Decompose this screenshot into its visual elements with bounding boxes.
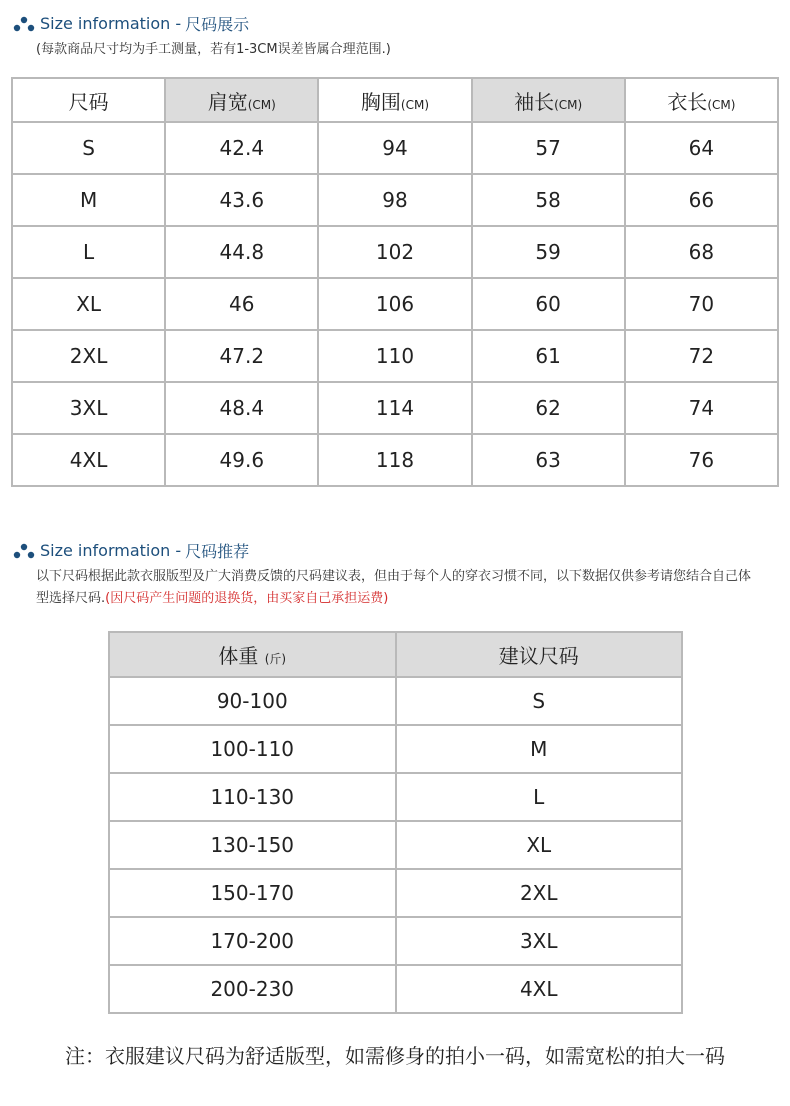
recommend-note-warning: (因尺码产生问题的退换货，由买家自己承担运费) xyxy=(105,591,389,606)
cell-length: 74 xyxy=(625,382,778,434)
table-row xyxy=(12,122,778,174)
table-row xyxy=(109,965,682,1013)
section-title-en: Size information - xyxy=(40,541,182,560)
header-size: 尺码 xyxy=(12,78,165,122)
cell-weight: 100-110 xyxy=(109,725,396,773)
cell-size: M xyxy=(12,174,165,226)
cell-chest: 114 xyxy=(318,382,471,434)
size-table-header-row xyxy=(12,78,778,122)
header-shoulder: 肩宽(CM) xyxy=(165,78,318,122)
cell-weight: 170-200 xyxy=(109,917,396,965)
cell-shoulder: 43.6 xyxy=(165,174,318,226)
cell-recommended-size: 3XL xyxy=(396,917,683,965)
cell-sleeve: 62 xyxy=(472,382,625,434)
section-title-cn: 尺码展示 xyxy=(185,15,250,34)
cell-weight: 150-170 xyxy=(109,869,396,917)
recommend-table-header-row xyxy=(109,632,682,677)
cell-sleeve: 58 xyxy=(472,174,625,226)
cell-recommended-size: L xyxy=(396,773,683,821)
cell-sleeve: 59 xyxy=(472,226,625,278)
cell-shoulder: 47.2 xyxy=(165,330,318,382)
cell-weight: 200-230 xyxy=(109,965,396,1013)
cell-size: L xyxy=(12,226,165,278)
table-row xyxy=(109,725,682,773)
cell-length: 66 xyxy=(625,174,778,226)
cell-chest: 94 xyxy=(318,122,471,174)
cell-chest: 106 xyxy=(318,278,471,330)
section-size-recommend-header xyxy=(12,539,249,562)
cell-recommended-size: M xyxy=(396,725,683,773)
section-title-cn: 尺码推荐 xyxy=(185,542,250,561)
cell-recommended-size: 2XL xyxy=(396,869,683,917)
cell-size: 3XL xyxy=(12,382,165,434)
table-row xyxy=(12,434,778,486)
header-recommended-size: 建议尺码 xyxy=(396,632,683,677)
table-row xyxy=(109,821,682,869)
cell-chest: 110 xyxy=(318,330,471,382)
cell-weight: 130-150 xyxy=(109,821,396,869)
cell-length: 70 xyxy=(625,278,778,330)
cell-length: 68 xyxy=(625,226,778,278)
cell-shoulder: 49.6 xyxy=(165,434,318,486)
section-title-en: Size information - xyxy=(40,14,182,33)
cell-recommended-size: 4XL xyxy=(396,965,683,1013)
table-row xyxy=(109,869,682,917)
cell-shoulder: 46 xyxy=(165,278,318,330)
measurement-note: (每款商品尺寸均为手工测量，若有1-3CM误差皆属合理范围.) xyxy=(36,42,391,57)
table-row xyxy=(109,917,682,965)
cell-length: 76 xyxy=(625,434,778,486)
header-sleeve: 袖长(CM) xyxy=(472,78,625,122)
cell-recommended-size: XL xyxy=(396,821,683,869)
cell-sleeve: 57 xyxy=(472,122,625,174)
table-row xyxy=(12,226,778,278)
header-chest: 胸围(CM) xyxy=(318,78,471,122)
recommend-note xyxy=(36,566,756,610)
cell-size: 4XL xyxy=(12,434,165,486)
table-row xyxy=(12,278,778,330)
cell-chest: 98 xyxy=(318,174,471,226)
table-row xyxy=(12,330,778,382)
recommend-table xyxy=(108,631,683,1014)
cell-length: 64 xyxy=(625,122,778,174)
three-dot-icon xyxy=(12,15,36,33)
table-row xyxy=(12,382,778,434)
cell-shoulder: 44.8 xyxy=(165,226,318,278)
cell-weight: 90-100 xyxy=(109,677,396,725)
cell-size: 2XL xyxy=(12,330,165,382)
cell-length: 72 xyxy=(625,330,778,382)
cell-recommended-size: S xyxy=(396,677,683,725)
cell-shoulder: 42.4 xyxy=(165,122,318,174)
cell-size: S xyxy=(12,122,165,174)
cell-shoulder: 48.4 xyxy=(165,382,318,434)
table-row xyxy=(109,677,682,725)
cell-weight: 110-130 xyxy=(109,773,396,821)
size-table xyxy=(11,77,779,487)
table-row xyxy=(12,174,778,226)
header-length: 衣长(CM) xyxy=(625,78,778,122)
cell-sleeve: 61 xyxy=(472,330,625,382)
cell-size: XL xyxy=(12,278,165,330)
recommend-note-main: 以下尺码根据此款衣服版型及广大消费反馈的尺码建议表，但由于每个人的穿衣习惯不同，以下数据仅供参考请您结合自己体型选择尺码. xyxy=(36,569,752,606)
footer-note: 注：衣服建议尺码为舒适版型，如需修身的拍小一码，如需宽松的拍大一码 xyxy=(65,1044,725,1068)
three-dot-icon xyxy=(12,542,36,560)
section-size-display-header xyxy=(12,12,249,35)
cell-sleeve: 60 xyxy=(472,278,625,330)
cell-chest: 102 xyxy=(318,226,471,278)
table-row xyxy=(109,773,682,821)
cell-chest: 118 xyxy=(318,434,471,486)
cell-sleeve: 63 xyxy=(472,434,625,486)
header-weight: 体重 (斤) xyxy=(109,632,396,677)
